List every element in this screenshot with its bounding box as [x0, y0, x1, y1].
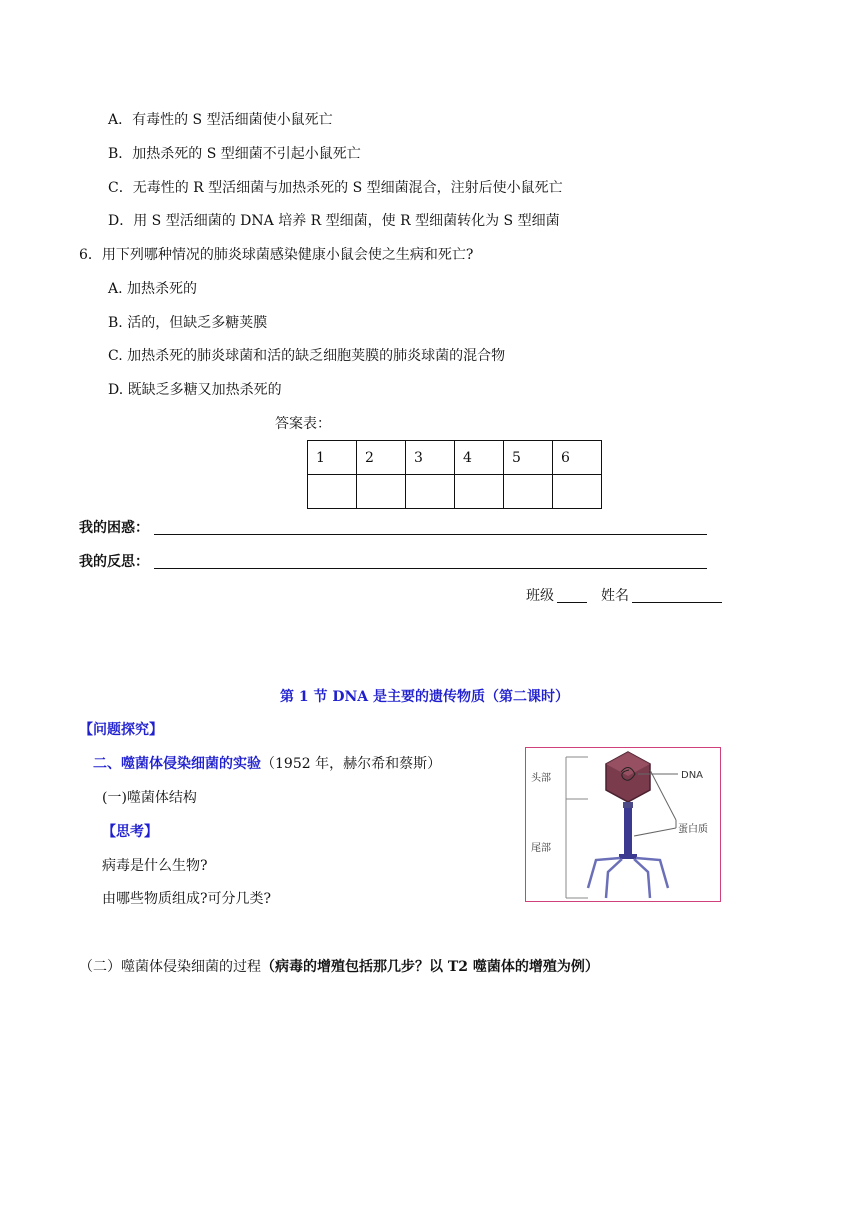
q5-option-a: A．有毒性的 S 型活细菌使小鼠死亡 [108, 112, 333, 128]
q5-option-b: B．加热杀死的 S 型细菌不引起小鼠死亡 [108, 146, 361, 162]
q5-option-c: C．无毒性的 R 型活细菌与加热杀死的 S 型细菌混合，注射后使小鼠死亡 [108, 180, 563, 196]
phage-diagram [526, 748, 719, 900]
answer-blank-cell[interactable] [504, 475, 553, 509]
dna-label: DNA [681, 770, 704, 781]
tail-fiber [588, 858, 620, 888]
q6-option-c: C. 加热杀死的肺炎球菌和活的缺乏细胞荚膜的肺炎球菌的混合物 [108, 348, 506, 364]
q6-option-d: D. 既缺乏多糖又加热杀死的 [108, 382, 282, 398]
answer-table-header-row [308, 441, 602, 475]
phage-structure-figure [525, 747, 721, 902]
class-blank-line[interactable] [557, 602, 587, 603]
protein-label: 蛋白质 [678, 824, 708, 835]
process-question: （病毒的增殖包括那几步？以 T2 噬菌体的增殖为例） [261, 959, 599, 975]
answer-blank-cell[interactable] [455, 475, 504, 509]
q5-option-d: D．用 S 型活细菌的 DNA 培养 R 型细菌，使 R 型细菌转化为 S 型细菌 [108, 213, 560, 229]
experiment-heading [93, 755, 441, 773]
head-label: 头部 [531, 773, 551, 784]
answer-table-blank-row [308, 475, 602, 509]
reflection-blank-line[interactable] [154, 568, 707, 569]
answer-table-label: 答案表： [275, 416, 331, 432]
think-question-1: 病毒是什么生物? [102, 858, 208, 874]
answer-header-cell: 2 [357, 441, 406, 475]
q6-option-b: B. 活的，但缺乏多糖荚膜 [108, 315, 268, 331]
experiment-note: （1952 年，赫尔希和蔡斯） [261, 756, 442, 772]
experiment-title: 二、噬菌体侵染细菌的实验 [93, 756, 261, 772]
explore-heading: 【问题探究】 [79, 722, 163, 738]
confusion-blank-line[interactable] [154, 534, 707, 535]
answer-header-cell: 6 [553, 441, 602, 475]
answer-blank-cell[interactable] [308, 475, 357, 509]
process-heading [79, 958, 599, 976]
answer-blank-cell[interactable] [357, 475, 406, 509]
answer-blank-cell[interactable] [406, 475, 455, 509]
protein-pointer [634, 828, 676, 836]
q6-stem: 6．用下列哪种情况的肺炎球菌感染健康小鼠会使之生病和死亡? [79, 247, 474, 263]
reflection-label: 我的反思： [79, 554, 149, 570]
confusion-label: 我的困惑： [79, 520, 149, 536]
structure-heading: (一)噬菌体结构 [102, 790, 197, 806]
tail-label: 尾部 [531, 843, 551, 854]
process-prefix: （二）噬菌体侵染细菌的过程 [79, 959, 261, 975]
phage-tail [624, 808, 632, 854]
answer-header-cell: 3 [406, 441, 455, 475]
name-blank-line[interactable] [632, 602, 722, 603]
tail-fiber [636, 858, 668, 888]
answer-header-cell: 1 [308, 441, 357, 475]
class-label: 班级 [526, 588, 554, 604]
answer-header-cell: 4 [455, 441, 504, 475]
think-heading: 【思考】 [102, 824, 158, 840]
protein-pointer [650, 770, 676, 820]
think-question-2: 由哪些物质组成?可分几类? [102, 891, 272, 907]
q6-option-a: A. 加热杀死的 [108, 281, 198, 297]
tail-fiber [606, 859, 622, 898]
section-title: 第 1 节 DNA 是主要的遗传物质（第二课时） [280, 689, 570, 705]
phage-collar [623, 802, 633, 808]
tail-fiber [634, 859, 650, 898]
phage-baseplate [619, 854, 637, 859]
name-label: 姓名 [601, 588, 629, 604]
answer-blank-cell[interactable] [553, 475, 602, 509]
answer-header-cell: 5 [504, 441, 553, 475]
answer-table [307, 440, 602, 509]
